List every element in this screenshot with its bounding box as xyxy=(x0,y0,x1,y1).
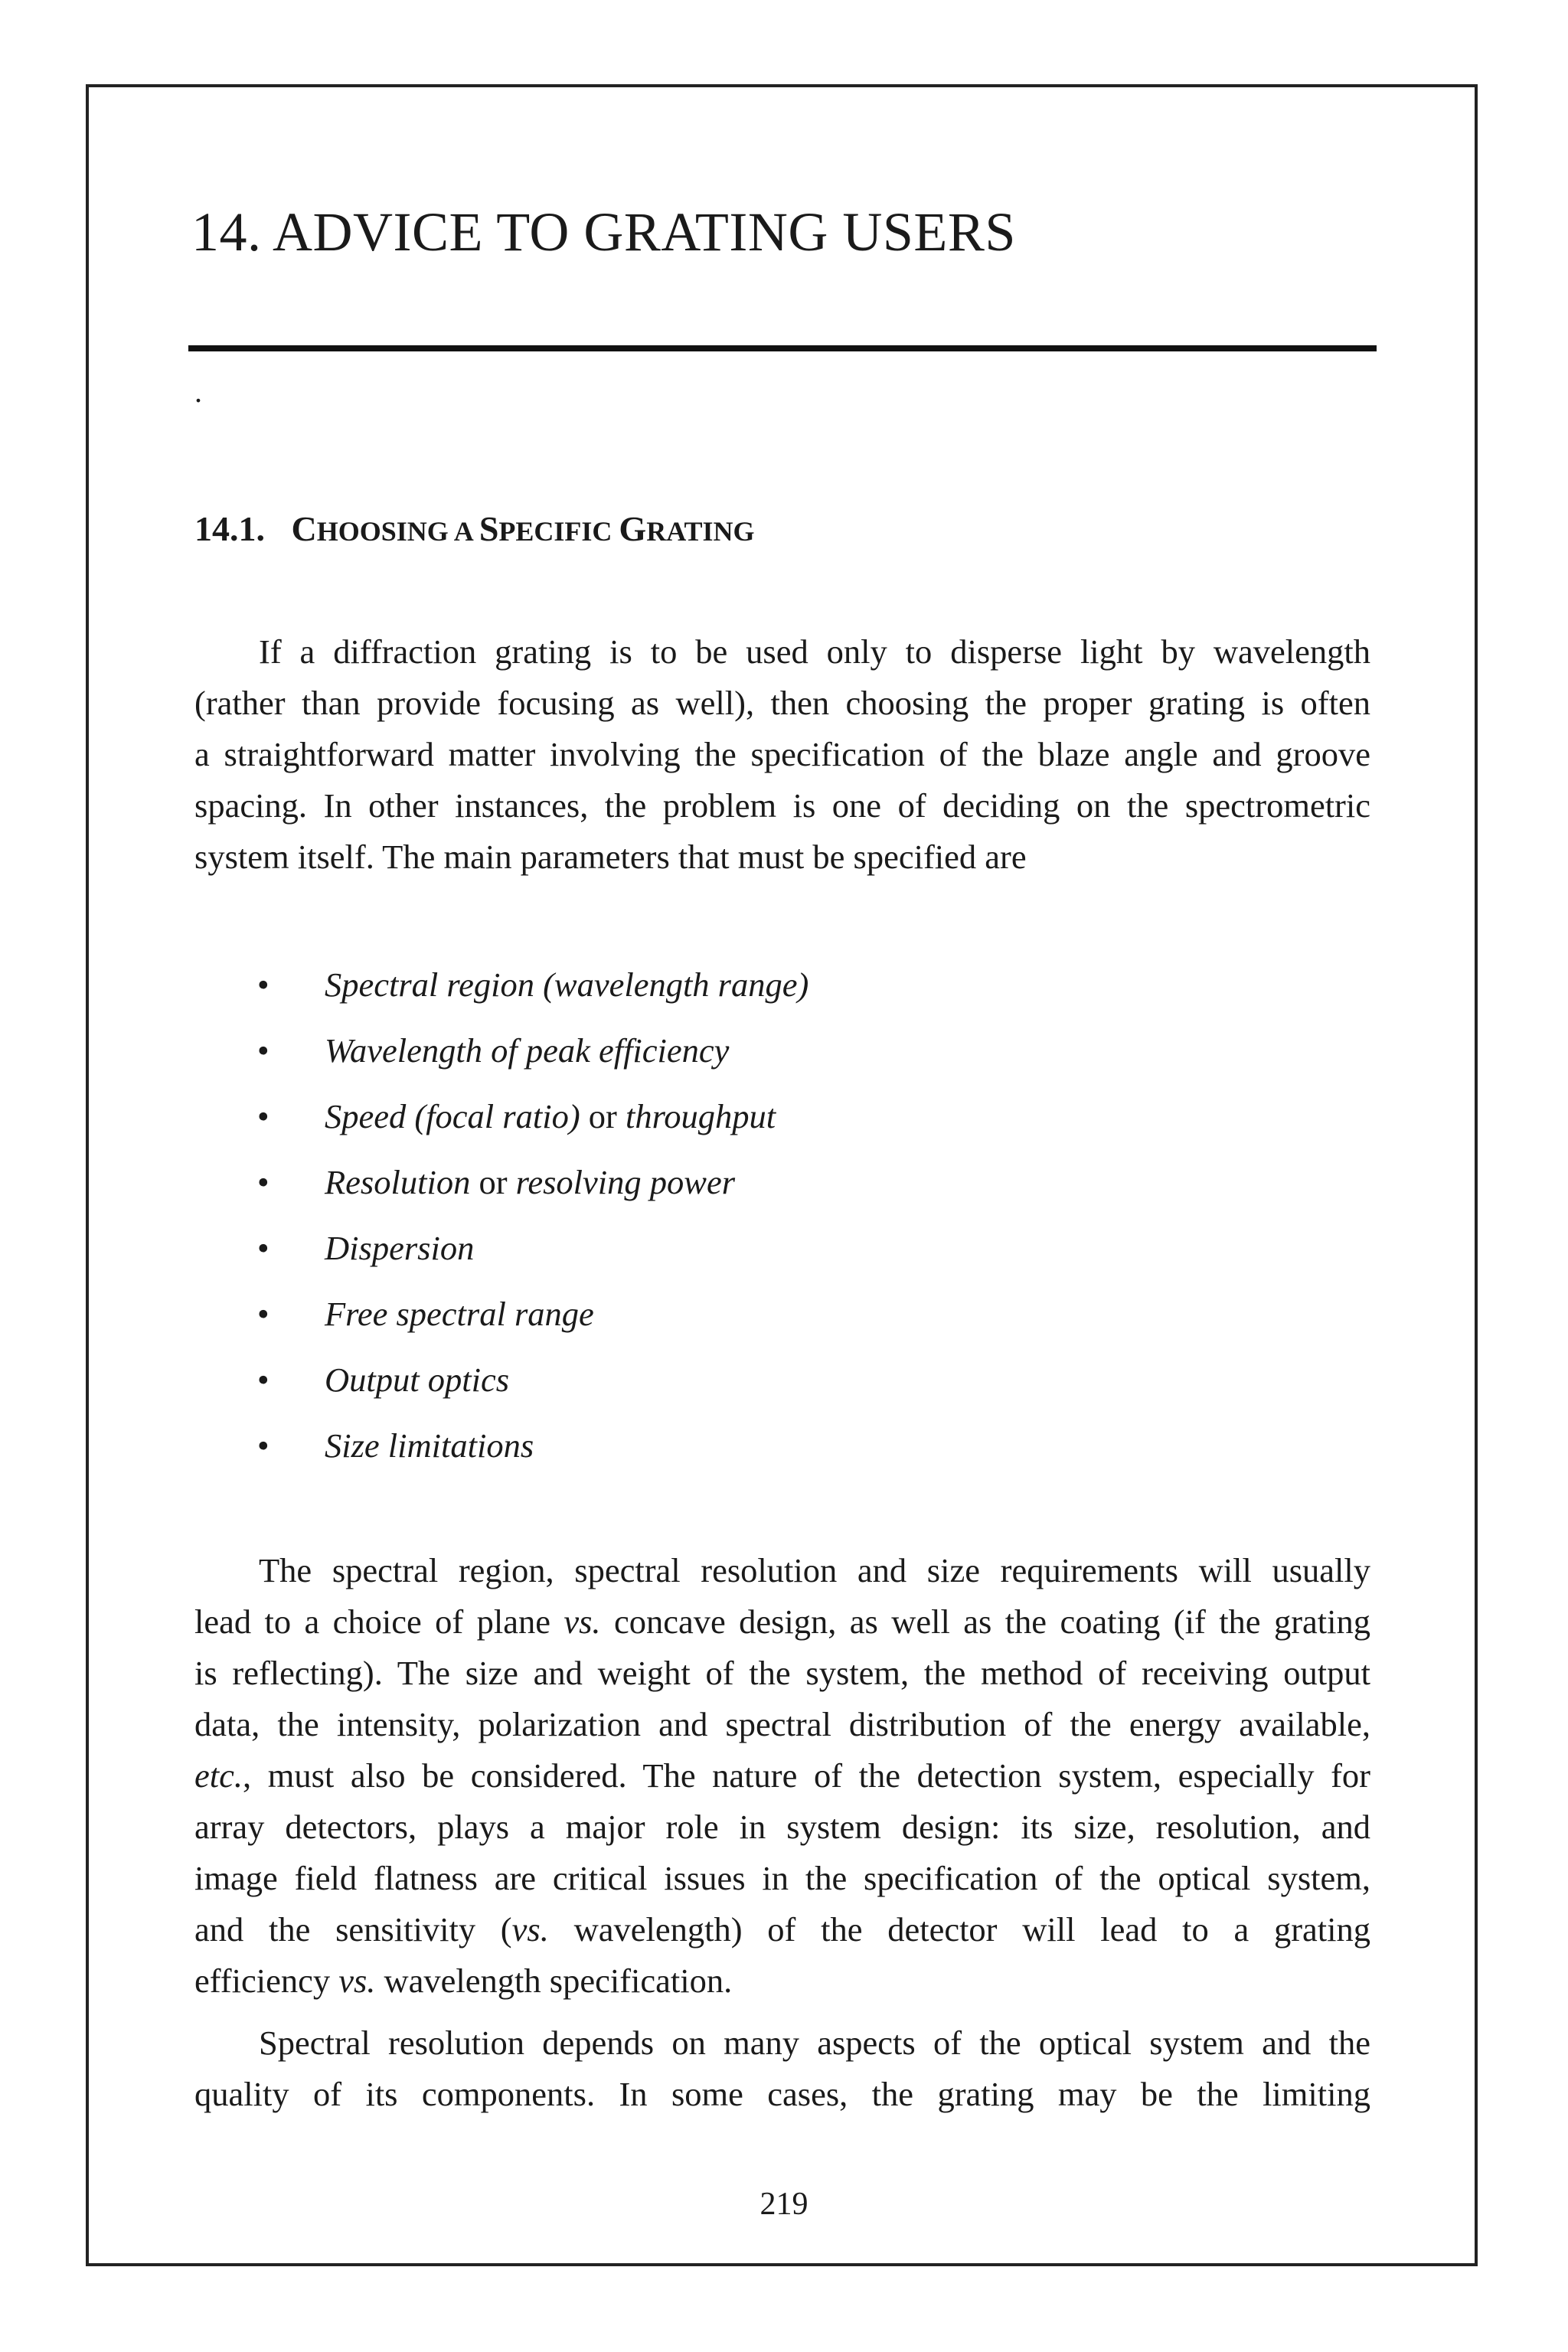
paragraph-3 xyxy=(194,2017,1370,2120)
bullet-icon: • xyxy=(257,1097,270,1135)
paragraph-line: quality of its components. In some cases, the grating may be the limiting xyxy=(194,2075,1370,2113)
chapter-rule xyxy=(188,345,1377,351)
section-title-part: HOOSING xyxy=(316,516,454,547)
bullet-icon: • xyxy=(257,1031,270,1070)
paragraph-line: array detectors, plays a major role in system design: its size, resolution, and xyxy=(194,1808,1370,1846)
paragraph-line: system itself. The main parameters that must be specified are xyxy=(194,838,1027,876)
section-title-part: G xyxy=(619,509,647,548)
paragraph-line: (rather than provide focusing as well), then choosing the proper grating is often xyxy=(194,684,1370,722)
paragraph-line: a straightforward matter involving the specification of the blaze angle and groove xyxy=(194,735,1370,773)
paragraph-line: If a diffraction grating is to be used only to disperse light by wavelength xyxy=(259,632,1370,671)
bullet-icon: • xyxy=(257,1163,270,1201)
bullet-icon: • xyxy=(257,1295,270,1333)
paragraph-line: etc., must also be considered. The nature of the detection system, especially for xyxy=(194,1756,1370,1795)
paragraph-line: lead to a choice of plane vs. concave design, as well as the coating (if the grating xyxy=(194,1602,1370,1641)
paragraph-line: spacing. In other instances, the problem is one of deciding on the spectrometric xyxy=(194,786,1370,825)
bullet-icon: • xyxy=(257,1426,270,1465)
page-number: 219 xyxy=(760,2187,808,2222)
paragraph-line: data, the intensity, polarization and spectral distribution of the energy available, xyxy=(194,1705,1370,1743)
bullet-icon: • xyxy=(257,965,270,1004)
paragraph-line: image field flatness are critical issues in the specification of the optical system, xyxy=(194,1859,1370,1897)
chapter-title: 14. ADVICE TO GRATING USERS xyxy=(191,201,1016,263)
paragraph-1 xyxy=(194,626,1370,883)
section-title-part: A xyxy=(453,516,479,547)
paragraph-2 xyxy=(194,1545,1370,2007)
paragraph-line: is reflecting). The size and weight of the system, the method of receiving output xyxy=(194,1654,1370,1692)
bullet-icon: • xyxy=(257,1229,270,1267)
bullet-icon: • xyxy=(257,1361,270,1399)
stray-mark: . xyxy=(194,374,202,409)
section-title-part: S xyxy=(479,509,499,548)
paragraph-line: efficiency vs. wavelength specification. xyxy=(194,1962,733,2000)
section-title-part: C xyxy=(291,509,317,548)
section-number: 14.1. xyxy=(194,509,265,548)
paragraph-line: and the sensitivity (vs. wavelength) of the detector will lead to a grating xyxy=(194,1910,1370,1949)
paragraph-line: The spectral region, spectral resolution and size requirements will usually xyxy=(259,1551,1370,1589)
section-title-part: RATING xyxy=(646,516,755,547)
paragraph-line: Spectral resolution depends on many aspects of the optical system and the xyxy=(259,2024,1370,2062)
section-title-part: PECIFIC xyxy=(498,516,619,547)
section-heading xyxy=(194,508,755,549)
